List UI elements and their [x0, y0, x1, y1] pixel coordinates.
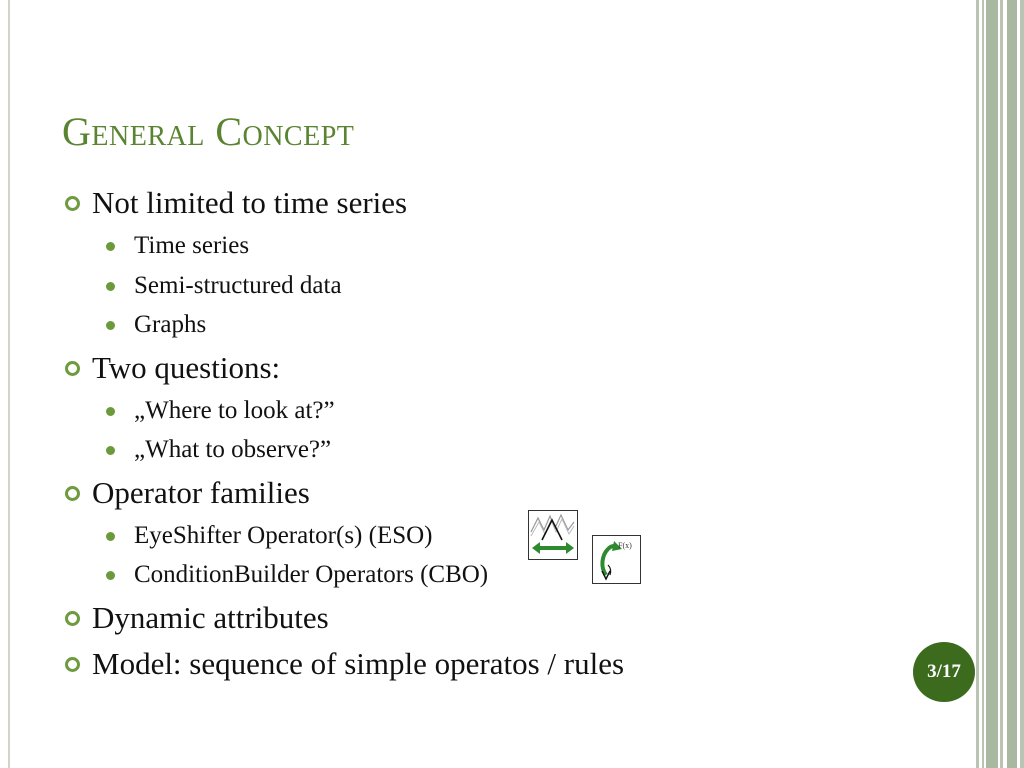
- bullet-item: [62, 470, 922, 516]
- bullet-text: Not limited to time series: [92, 185, 408, 220]
- ring-bullet-icon: [65, 361, 80, 376]
- dot-bullet-icon: [106, 321, 115, 330]
- sub-bullet-item: [62, 516, 922, 556]
- dot-bullet-icon: [106, 282, 115, 291]
- sub-bullet-item: [62, 266, 922, 306]
- dot-bullet-icon: [106, 407, 115, 416]
- dot-bullet-icon: [106, 446, 115, 455]
- bullet-item: [62, 345, 922, 391]
- dot-bullet-icon: [106, 242, 115, 251]
- ring-bullet-icon: [65, 486, 80, 501]
- sub-bullet-text: ConditionBuilder Operators (CBO): [134, 561, 489, 588]
- bullet-text: Operator families: [92, 474, 310, 510]
- sub-bullet-text: EyeShifter Operator(s) (ESO): [134, 521, 433, 549]
- bullet-list: [62, 180, 922, 687]
- left-decorative-line: [8, 0, 10, 768]
- bullet-text: Model: sequence of simple operatos / rules: [92, 645, 625, 681]
- dot-bullet-icon: [106, 571, 115, 580]
- bullet-text: Two questions:: [92, 349, 281, 385]
- dot-bullet-icon: [106, 532, 115, 541]
- condition-builder-icon-label: F(x): [618, 541, 632, 550]
- ring-bullet-icon: [65, 196, 80, 211]
- bullet-text: Dynamic attributes: [92, 599, 329, 635]
- eyeshifter-operator-icon: [528, 510, 578, 560]
- sub-bullet-text: Time series: [134, 232, 250, 259]
- condition-builder-operator-icon: [592, 535, 641, 584]
- right-decorative-border: [976, 0, 1024, 768]
- sub-bullet-text: Semi-structured data: [134, 271, 342, 299]
- sub-bullet-text: „Where to look at?”: [134, 396, 335, 424]
- sub-bullet-item: [62, 541, 922, 595]
- sub-bullet-text: Graphs: [134, 311, 207, 338]
- sub-bullet-item: [62, 305, 922, 345]
- page-number-badge: 3/17: [913, 642, 975, 702]
- sub-bullet-text: „What to observe?”: [134, 436, 332, 463]
- slide-title: General Concept: [62, 109, 355, 154]
- bullet-item: [62, 180, 922, 226]
- bullet-item: [62, 641, 922, 687]
- bullet-item: [62, 595, 922, 641]
- ring-bullet-icon: [65, 657, 80, 672]
- sub-bullet-item: [62, 226, 922, 266]
- sub-bullet-item: [62, 430, 922, 470]
- sub-bullet-item: [62, 391, 922, 431]
- ring-bullet-icon: [65, 611, 80, 626]
